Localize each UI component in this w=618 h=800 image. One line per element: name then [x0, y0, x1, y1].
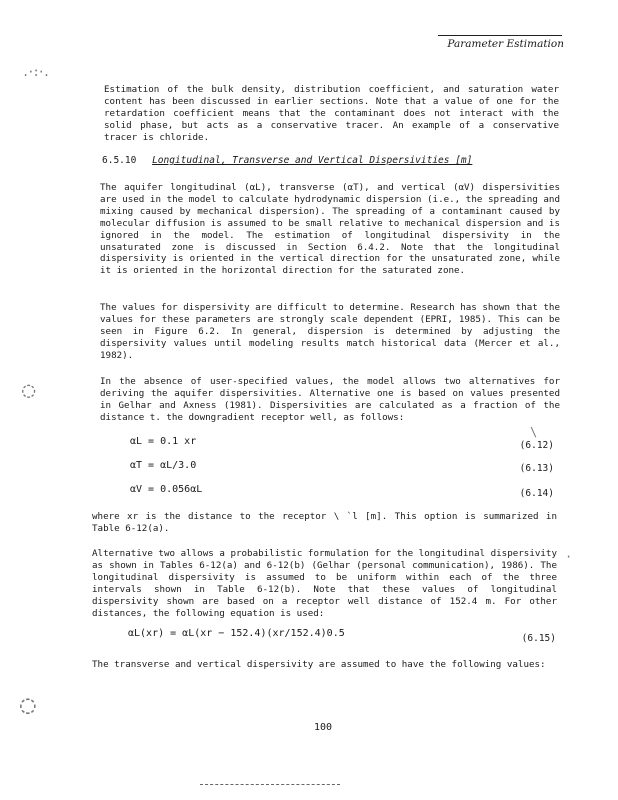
equation-6-12: αL = 0.1 xr — [130, 436, 197, 447]
page-number: 100 — [314, 722, 333, 733]
paragraph-transverse: The transverse and vertical dispersivity are assumed to have the following values: — [92, 659, 546, 670]
equation-number-6-13: (6.13) — [519, 463, 554, 474]
equation-6-14: αV = 0.056αL — [130, 484, 203, 495]
paragraph-values: The values for dispersivity are difficult to determine. Research has shown that the values for these parameters are strongly scale dependent (EPRI, 1985). This can be seen in Figure 6.2. In general, dispersion is determined by adjusting the dispersivity values until modeling results match historical data (Mercer et al., 1982). — [100, 302, 560, 361]
scan-speck-mark: · — [565, 550, 573, 564]
scan-hole-punch-mark: ◌ — [22, 378, 36, 403]
scan-speck-mark: .·:·. — [22, 65, 49, 79]
footer-rule — [200, 784, 340, 785]
equation-number-6-14: (6.14) — [519, 488, 554, 499]
paragraph-where: where xr is the distance to the receptor \ `l [m]. This option is summarized in Table 6-12(a). — [92, 511, 557, 534]
scan-hole-punch-mark: ◌ — [20, 690, 36, 720]
running-header: Parameter Estimation — [447, 38, 564, 50]
equation-number-6-15: (6.15) — [521, 633, 556, 644]
paragraph-absence: In the absence of user-specified values, the model allows two alternatives for deriving the aquifer dispersivities. Alternative one is based on values presented in Gelhar and Axness (1981). Dispersivities are calculated as a fraction of the distance t. the downgradient receptor well, as follows: — [100, 376, 560, 423]
scan-speck-mark: \ — [530, 425, 538, 439]
section-number: 6.5.10 — [102, 155, 137, 166]
section-title: Longitudinal, Transverse and Vertical Dispersivities [m] — [152, 155, 473, 166]
paragraph-dispersivities: The aquifer longitudinal (αL), transverse (αT), and vertical (αV) dispersivities are used in the model to calculate hydrodynamic dispersion (i.e., the spreading and mixing caused by mechanical dispersion). The spreading of a contaminant caused by molecular diffusion is assumed to be small relative to mechanical dispersion and is ignored in the model. The estimation of longitudinal dispersivity in the unsaturated zone is discussed in Section 6.4.2. Note that the longitudinal dispersivity is oriented in the vertical direction for the unsaturated zone, while it is oriented in the horizontal direction for the saturated zone. — [100, 182, 560, 277]
header-rule — [438, 35, 562, 36]
section-heading — [102, 155, 472, 166]
intro-paragraph: Estimation of the bulk density, distribution coefficient, and saturation water content has been discussed in earlier sections. Note that a value of one for the retardation coefficient means that the contaminant does not interact with the solid phase, but acts as a conservative tracer. An example of a conservative tracer is chloride. — [104, 84, 559, 143]
equation-6-15: αL(xr) = αL(xr − 152.4)(xr/152.4)0.5 — [128, 628, 345, 639]
paragraph-alternative-two: Alternative two allows a probabilistic formulation for the longitudinal dispersivity as shown in Tables 6-12(a) and 6-12(b) (Gelhar (personal communication), 1986). The longitudinal dispersivity is assumed to be uniform within each of the three intervals shown in Table 6-12(b). Note that these values of longitudinal dispersivity shown are based on a receptor well distance of 152.4 m. For other distances, the following equation is used: — [92, 548, 557, 619]
equation-6-13: αT = αL/3.0 — [130, 460, 197, 471]
equation-number-6-12: (6.12) — [519, 440, 554, 451]
